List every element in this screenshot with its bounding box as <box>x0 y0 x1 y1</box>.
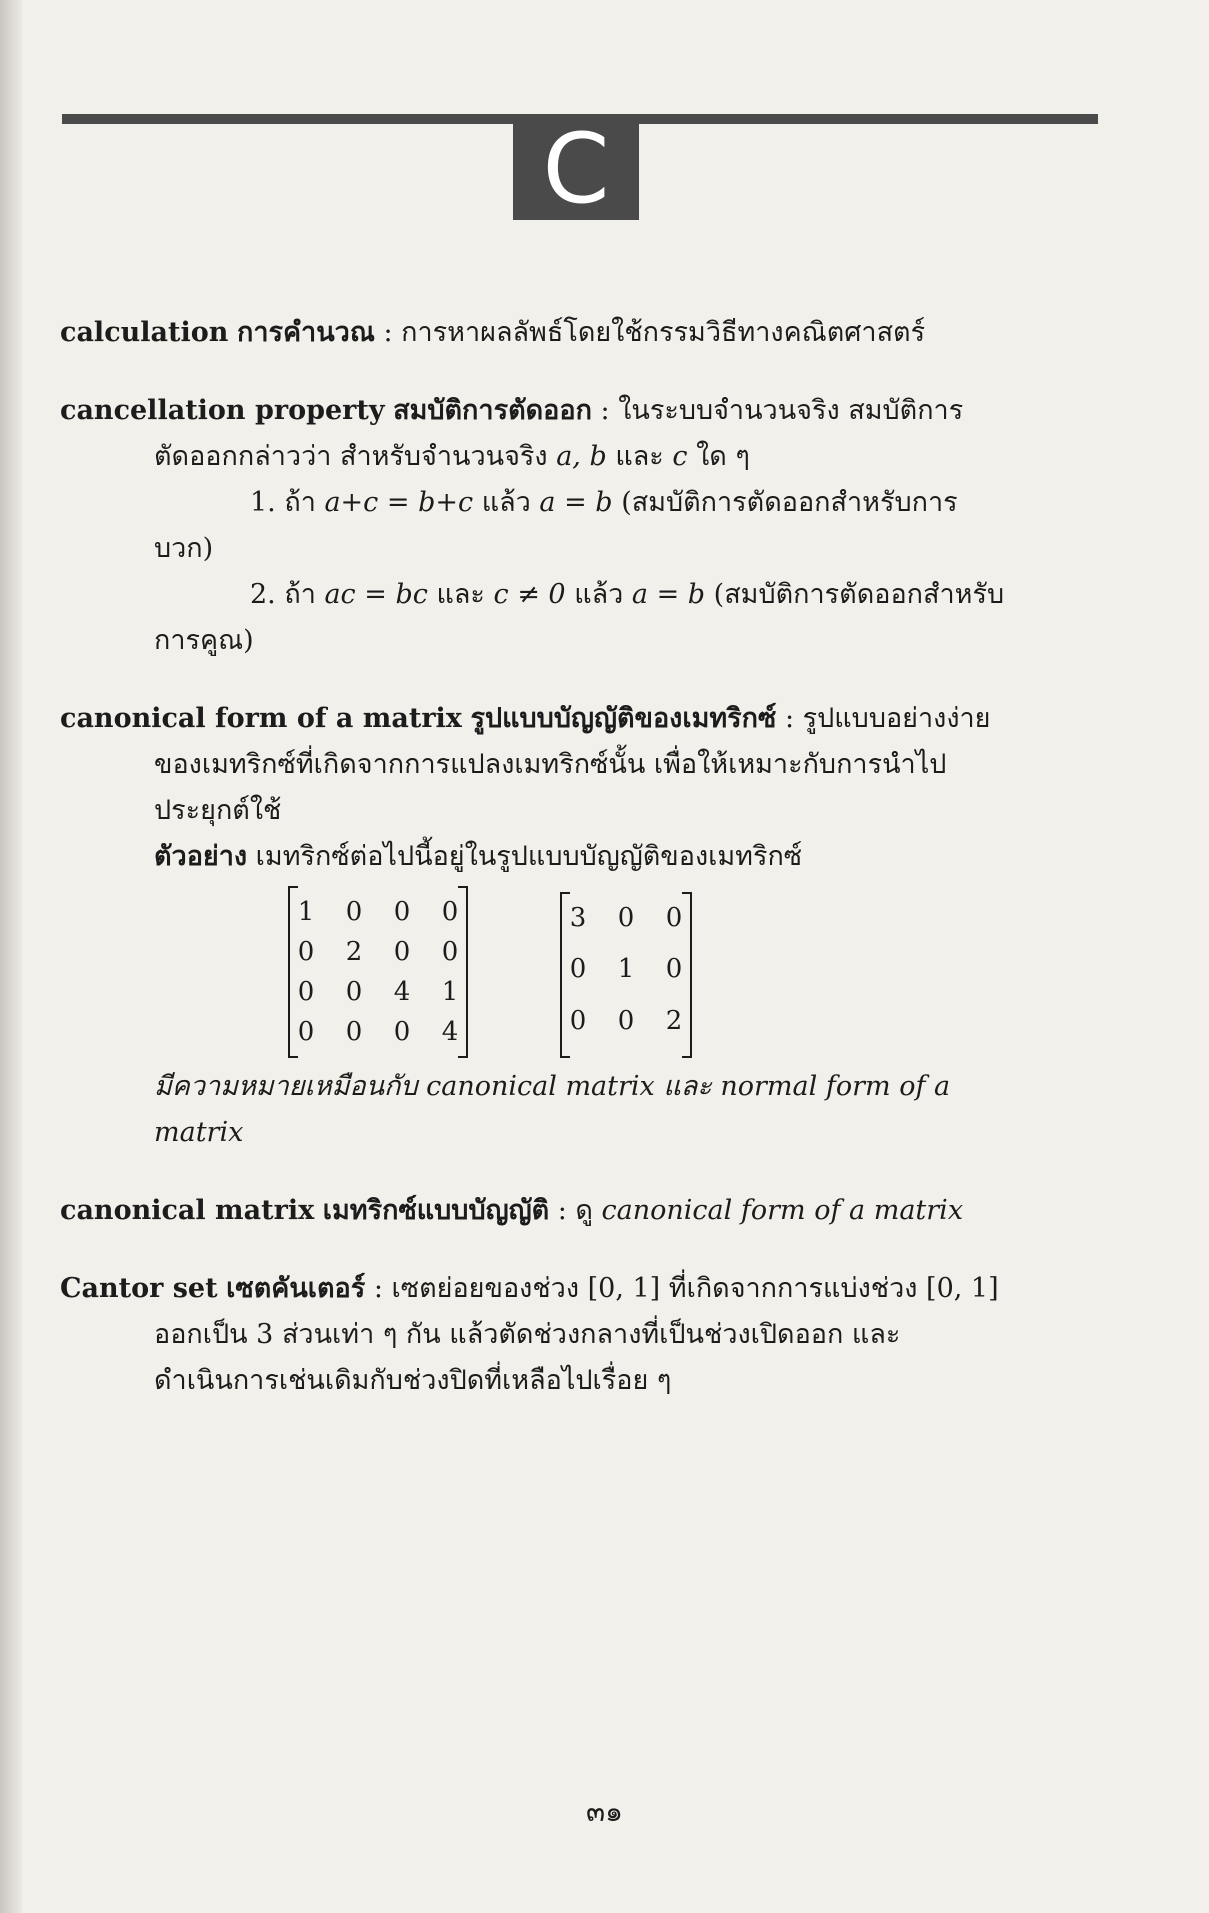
example-text: เมทริกซ์ต่อไปนี้อยู่ในรูปแบบบัญญัติของเมทริกซ์ <box>255 841 803 872</box>
item-text: และ <box>436 579 485 610</box>
matrix-cell: 1 <box>441 977 459 1007</box>
matrix-cell: 4 <box>441 1017 459 1047</box>
entry-cancellation-property <box>60 388 1100 664</box>
interval: [0, 1] <box>587 1273 661 1304</box>
matrix-cell: 4 <box>393 977 411 1007</box>
item-number: 1. ถ้า <box>250 487 316 518</box>
definition: : เซตย่อยของช่วง <box>373 1273 580 1304</box>
matrix-cell: 0 <box>345 897 363 927</box>
definition-text: ประยุกต์ใช้ <box>154 795 282 826</box>
item-number: 2. ถ้า <box>250 579 316 610</box>
item-continuation: บวก) <box>154 533 214 564</box>
matrix-cell: 3 <box>569 903 587 933</box>
matrix-cell: 0 <box>617 1005 635 1036</box>
definition-text: ของเมทริกซ์ที่เกิดจากการแปลงเมทริกซ์นั้น เพื่อให้เหมาะกับการนำไป <box>154 749 947 780</box>
interval: [0, 1] <box>926 1273 999 1304</box>
item-text: แล้ว <box>481 487 531 518</box>
matrix-cell: 0 <box>665 903 683 933</box>
example-matrices <box>60 886 1100 1058</box>
equation: a = b <box>539 487 613 518</box>
item-text: แล้ว <box>574 579 624 610</box>
matrix-cell: 0 <box>665 954 683 985</box>
glossary-content <box>60 310 1100 1404</box>
definition-text: ตัดออกกล่าวว่า สำหรับจำนวนจริง <box>154 441 548 472</box>
math-vars: a, b <box>556 441 607 472</box>
matrix-cell: 0 <box>393 897 411 927</box>
thai-term: สมบัติการตัดออก <box>393 395 592 426</box>
matrix-cell: 0 <box>569 1005 587 1036</box>
matrix-cell: 0 <box>345 1017 363 1047</box>
thai-term: เซตคันเตอร์ <box>226 1273 366 1304</box>
term: calculation <box>60 317 229 348</box>
definition: : ในระบบจำนวนจริง สมบัติการ <box>600 395 964 426</box>
definition: : การหาผลลัพธ์โดยใช้กรรมวิธีทางคณิตศาสตร์ <box>383 317 926 348</box>
matrix-cell: 0 <box>393 937 411 967</box>
entry-calculation <box>60 310 1100 356</box>
matrix-cell: 0 <box>393 1017 411 1047</box>
definition-text: และ <box>615 441 664 472</box>
entry-canonical-form <box>60 696 1100 1156</box>
matrix-cell: 2 <box>345 937 363 967</box>
thai-term: เมทริกซ์แบบบัญญัติ <box>322 1195 550 1226</box>
definition-text: ใด ๆ <box>696 441 750 472</box>
matrix-cell: 0 <box>297 977 315 1007</box>
matrix-cell: 0 <box>297 937 315 967</box>
thai-term: รูปแบบบัญญัติของเมทริกซ์ <box>470 703 777 734</box>
page-number: ๓๑ <box>586 1795 623 1828</box>
synonym-text: มีความหมายเหมือนกับ canonical matrix และ normal form of a <box>154 1071 951 1102</box>
matrix-cell: 1 <box>297 897 315 927</box>
entry-canonical-matrix <box>60 1188 1100 1234</box>
thai-term: การคำนวณ <box>236 317 375 348</box>
matrix-cell: 0 <box>297 1017 315 1047</box>
matrix-cell: 0 <box>345 977 363 1007</box>
entry-cantor-set <box>60 1266 1100 1404</box>
example-label: ตัวอย่าง <box>154 841 248 872</box>
item-note: (สมบัติการตัดออกสำหรับการ <box>621 487 958 518</box>
term: canonical form of a matrix <box>60 703 462 734</box>
synonym-text: matrix <box>154 1117 244 1148</box>
equation: c ≠ 0 <box>493 579 566 610</box>
term: Cantor set <box>60 1273 218 1304</box>
item-continuation: การคูณ) <box>154 625 254 656</box>
term: cancellation property <box>60 395 385 426</box>
definition-text: ดำเนินการเช่นเดิมกับช่วงปิดที่เหลือไปเรื่อย ๆ <box>154 1365 672 1396</box>
section-letter: C <box>513 118 639 220</box>
matrix-3x3 <box>560 892 692 1058</box>
definition: : ดู <box>557 1195 593 1226</box>
definition: ที่เกิดจากการแบ่งช่วง <box>668 1273 918 1304</box>
definition: : รูปแบบอย่างง่าย <box>784 703 991 734</box>
matrix-cell: 2 <box>665 1005 683 1036</box>
page-gutter-shadow <box>0 0 22 1913</box>
matrix-cell: 0 <box>617 903 635 933</box>
equation: a+c = b+c <box>324 487 474 518</box>
cross-reference: canonical form of a matrix <box>601 1195 964 1226</box>
term: canonical matrix <box>60 1195 315 1226</box>
matrix-cell: 1 <box>617 954 635 985</box>
matrix-cell: 0 <box>441 897 459 927</box>
definition-text: ออกเป็น 3 ส่วนเท่า ๆ กัน แล้วตัดช่วงกลางที่เป็นช่วงเปิดออก และ <box>154 1319 901 1350</box>
item-note: (สมบัติการตัดออกสำหรับ <box>713 579 1005 610</box>
equation: a = b <box>631 579 706 610</box>
matrix-cell: 0 <box>569 954 587 985</box>
equation: ac = bc <box>324 579 428 610</box>
math-var: c <box>672 441 688 472</box>
matrix-4x4 <box>288 886 468 1058</box>
matrix-cell: 0 <box>441 937 459 967</box>
